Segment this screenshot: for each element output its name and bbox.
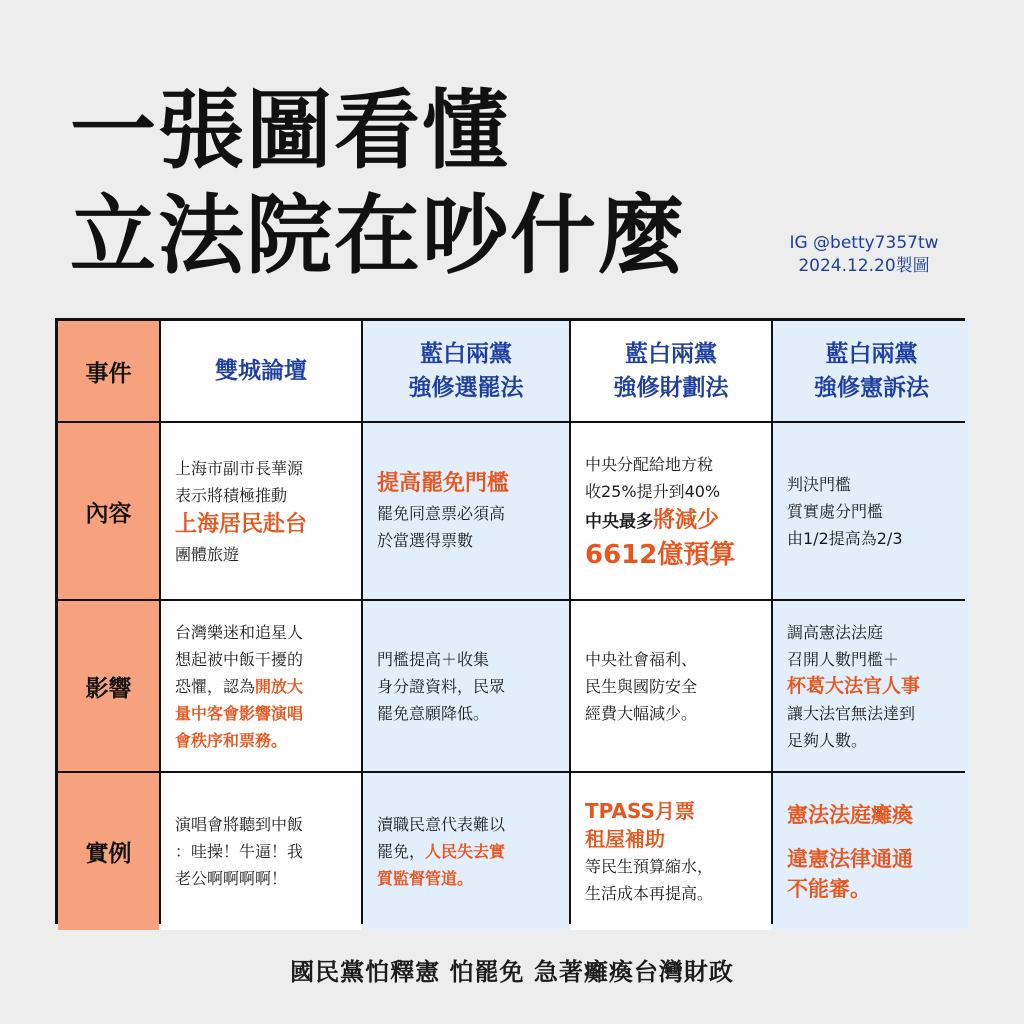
column-header-4-line1: 藍白兩黨	[825, 341, 918, 367]
example-cell-3-line2: 生活成本再提高。	[585, 883, 714, 903]
content-cell-4-line3: 由1/2提高為2/3	[787, 528, 903, 548]
example-cell-1	[161, 773, 361, 930]
impact-cell-2	[363, 601, 569, 771]
column-header-3-line2: 強修財劃法	[613, 375, 729, 401]
impact-cell-1-highlight2: 量中客會影響演唱	[175, 703, 304, 723]
content-cell-2-line1: 罷免同意票必須高	[377, 504, 506, 523]
credit-date: 2024.12.20製圖	[798, 256, 930, 276]
content-cell-2-highlight: 提高罷免門檻	[377, 471, 510, 496]
column-header-2-line2: 強修選罷法	[408, 375, 524, 401]
impact-cell-2-line1: 門檻提高＋收集	[377, 649, 490, 669]
content-cell-1-line3: 團體旅遊	[175, 544, 240, 564]
example-cell-4-highlight3: 不能審。	[787, 876, 871, 901]
impact-cell-1-line1: 台灣樂迷和追星人	[175, 622, 304, 642]
column-header-4	[773, 321, 970, 421]
content-cell-4-line1: 判決門檻	[787, 474, 852, 494]
impact-cell-1-highlight3: 會秩序和票務。	[175, 730, 288, 750]
example-cell-3-highlight1: TPASS月票	[585, 798, 695, 823]
column-header-4-line2: 強修憲訴法	[814, 375, 929, 401]
column-header-2	[363, 321, 569, 421]
example-cell-3-line1: 等民生預算縮水，	[585, 856, 714, 876]
credit-handle: IG @betty7357tw	[789, 233, 939, 253]
example-cell-2-highlight2: 質監督管道。	[377, 869, 474, 888]
content-cell-4	[773, 423, 970, 599]
title-line-1: 一張圖看懂	[70, 81, 510, 181]
column-header-2-line1: 藍白兩黨	[420, 341, 512, 367]
content-cell-3-line2: 收25%提升到40%	[585, 481, 721, 501]
corner-header: 事件	[58, 321, 159, 421]
impact-cell-3-line2: 民生與國防安全	[585, 676, 698, 696]
comparison-table	[55, 318, 965, 924]
footer-slogan: 國民黨怕釋憲 怕罷免 急著癱瘓台灣財政	[290, 958, 734, 986]
column-header-3	[571, 321, 771, 421]
example-cell-2	[363, 773, 569, 930]
impact-cell-4-line2: 召開人數門檻＋	[787, 649, 900, 669]
content-cell-1	[161, 423, 361, 599]
impact-cell-4-line1: 調高憲法法庭	[787, 622, 884, 642]
impact-cell-4-line3: 讓大法官無法達到	[787, 703, 916, 723]
impact-cell-3-line3: 經費大幅減少。	[585, 703, 698, 723]
example-cell-3	[571, 773, 771, 930]
impact-cell-3	[571, 601, 771, 771]
title-line-2: 立法院在吵什麼	[70, 186, 686, 286]
impact-cell-4-line4: 足夠人數。	[787, 730, 868, 750]
column-header-1	[161, 321, 361, 421]
impact-cell-2-line2: 身分證資料，民眾	[377, 676, 506, 696]
impact-cell-1-highlight1: 開放大	[255, 676, 304, 696]
credit	[776, 232, 952, 278]
content-cell-1-line1: 上海市副市長華源	[175, 458, 304, 478]
example-cell-2-highlight1: 人民失去實	[425, 842, 506, 861]
example-cell-1-line1: 演唱會將聽到中飯	[175, 815, 304, 834]
content-cell-3-highlight2: 6612億預算	[585, 539, 736, 570]
example-cell-4-highlight1: 憲法法庭癱瘓	[787, 802, 913, 827]
column-header-1-line1: 雙城論壇	[215, 358, 307, 384]
example-cell-2-line2: 罷免，	[377, 842, 426, 861]
row-header-example: 實例	[58, 773, 159, 930]
content-cell-3-highlight1: 將減少	[653, 507, 720, 533]
impact-cell-1-line2: 想起被中飯干擾的	[175, 649, 304, 669]
content-cell-3-line3: 中央最多	[585, 511, 653, 532]
impact-cell-4	[773, 601, 970, 771]
example-cell-3-highlight2: 租屋補助	[585, 826, 665, 851]
content-cell-4-line2: 質實處分門檻	[787, 501, 884, 521]
impact-cell-2-line3: 罷免意願降低。	[377, 703, 490, 723]
impact-cell-1	[161, 601, 361, 771]
row-header-impact: 影響	[58, 601, 159, 771]
content-cell-2	[363, 423, 569, 599]
row-header-content: 內容	[58, 423, 159, 599]
example-cell-1-line3: 老公啊啊啊啊！	[175, 869, 288, 888]
impact-cell-1-line3: 恐懼，認為	[175, 676, 256, 696]
content-cell-1-highlight: 上海居民赴台	[175, 511, 308, 537]
example-cell-1-line2: ：哇操！牛逼！我	[175, 842, 304, 861]
impact-cell-4-highlight: 杯葛大法官人事	[787, 674, 921, 697]
content-cell-3-line1: 中央分配給地方稅	[585, 454, 714, 474]
example-cell-4	[773, 773, 970, 930]
impact-cell-3-line1: 中央社會福利、	[585, 649, 698, 669]
content-cell-2-line2: 於當選得票數	[377, 531, 474, 550]
content-cell-3	[571, 423, 771, 599]
content-cell-1-line2: 表示將積極推動	[175, 485, 288, 505]
column-header-3-line1: 藍白兩黨	[625, 341, 717, 367]
example-cell-4-highlight2: 違憲法律通通	[787, 846, 913, 871]
example-cell-2-line1: 瀆職民意代表難以	[377, 815, 506, 834]
